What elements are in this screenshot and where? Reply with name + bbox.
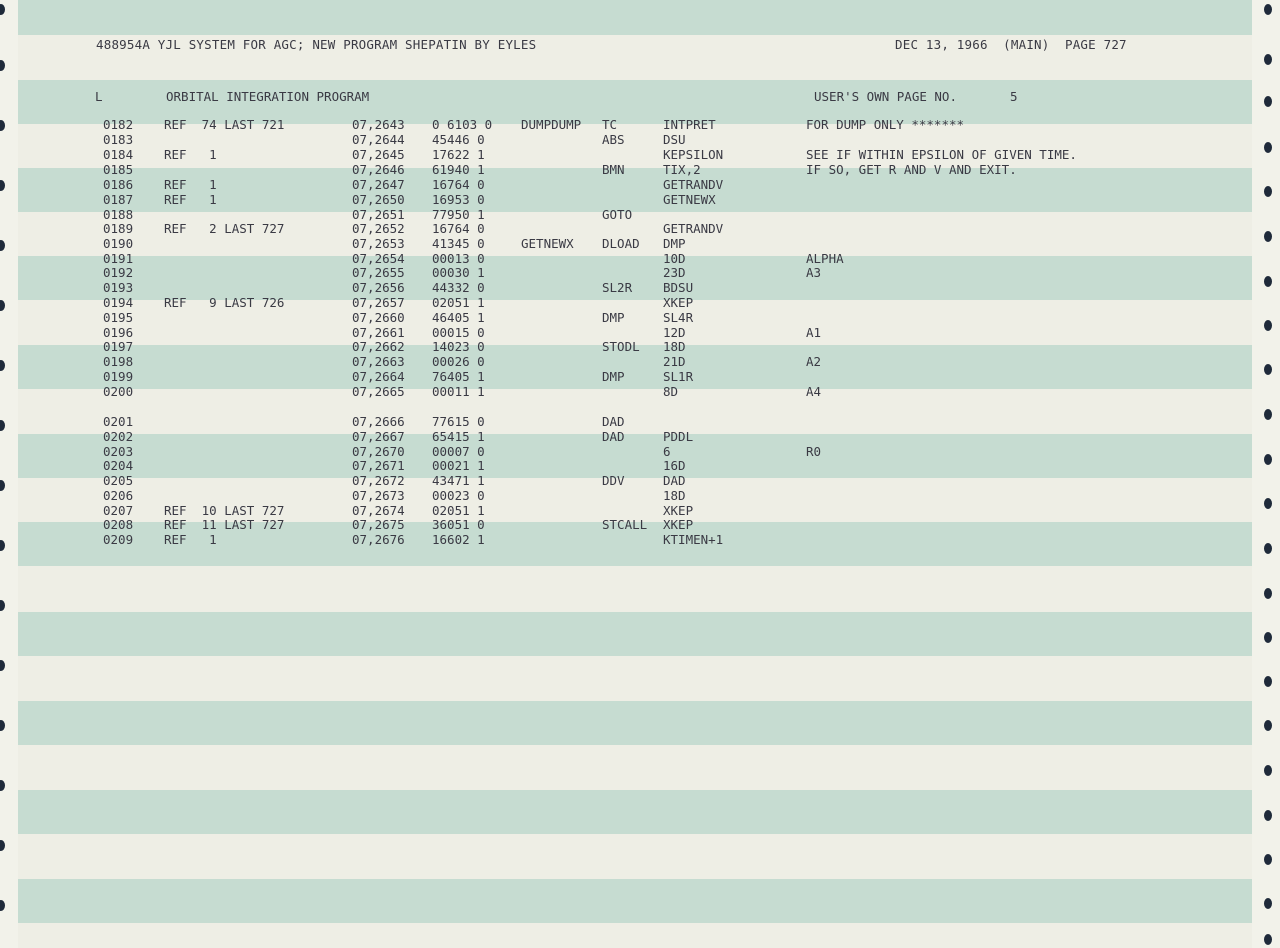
line-number: 0197 bbox=[103, 339, 134, 354]
opcode: TC bbox=[602, 117, 618, 132]
address: 07,2670 bbox=[352, 444, 405, 459]
listing-row bbox=[0, 326, 1280, 340]
address: 07,2654 bbox=[352, 251, 405, 266]
line-number: 0194 bbox=[103, 295, 134, 310]
opcode: ABS bbox=[602, 132, 625, 147]
line-number: 0190 bbox=[103, 236, 134, 251]
octal-code: 17622 1 bbox=[432, 147, 485, 162]
operand: 8D bbox=[663, 384, 679, 399]
comment: FOR DUMP ONLY ******* bbox=[806, 117, 965, 132]
comment: ALPHA bbox=[806, 251, 844, 266]
line-number: 0189 bbox=[103, 221, 134, 236]
operand: KEPSILON bbox=[663, 147, 724, 162]
address: 07,2676 bbox=[352, 532, 405, 547]
listing-row bbox=[0, 163, 1280, 177]
octal-code: 36051 0 bbox=[432, 517, 485, 532]
tractor-hole-icon bbox=[1264, 4, 1272, 15]
listing-row bbox=[0, 370, 1280, 384]
octal-code: 00015 0 bbox=[432, 325, 485, 340]
tractor-hole-icon bbox=[0, 660, 5, 671]
operand: KTIMEN+1 bbox=[663, 532, 724, 547]
address: 07,2650 bbox=[352, 192, 405, 207]
operand: BDSU bbox=[663, 280, 694, 295]
ref-field: REF 10 LAST 727 bbox=[164, 503, 285, 518]
listing-row bbox=[0, 281, 1280, 295]
listing-row bbox=[0, 533, 1280, 547]
address: 07,2644 bbox=[352, 132, 405, 147]
green-band bbox=[18, 0, 1252, 35]
octal-code: 00013 0 bbox=[432, 251, 485, 266]
operand: TIX,2 bbox=[663, 162, 701, 177]
comment: SEE IF WITHIN EPSILON OF GIVEN TIME. bbox=[806, 147, 1077, 162]
tractor-hole-icon bbox=[0, 600, 5, 611]
line-number: 0195 bbox=[103, 310, 134, 325]
tractor-hole-icon bbox=[1264, 54, 1272, 65]
tractor-hole-icon bbox=[1264, 588, 1272, 599]
comment: A3 bbox=[806, 265, 822, 280]
address: 07,2655 bbox=[352, 265, 405, 280]
octal-code: 14023 0 bbox=[432, 339, 485, 354]
tractor-hole-icon bbox=[0, 720, 5, 731]
tractor-hole-icon bbox=[1264, 96, 1272, 107]
operand: SL1R bbox=[663, 369, 694, 384]
address: 07,2666 bbox=[352, 414, 405, 429]
octal-code: 65415 1 bbox=[432, 429, 485, 444]
line-number: 0182 bbox=[103, 117, 134, 132]
line-number: 0206 bbox=[103, 488, 134, 503]
listing-row bbox=[0, 266, 1280, 280]
green-band bbox=[18, 790, 1252, 834]
line-number: 0209 bbox=[103, 532, 134, 547]
header-right: DEC 13, 1966 (MAIN) PAGE 727 bbox=[895, 37, 1127, 52]
address: 07,2667 bbox=[352, 429, 405, 444]
octal-code: 77950 1 bbox=[432, 207, 485, 222]
octal-code: 0 6103 0 bbox=[432, 117, 493, 132]
listing-row bbox=[0, 118, 1280, 132]
listing-row bbox=[0, 415, 1280, 429]
listing-row bbox=[0, 148, 1280, 162]
comment: A2 bbox=[806, 354, 822, 369]
operand: 18D bbox=[663, 339, 686, 354]
address: 07,2652 bbox=[352, 221, 405, 236]
line-number: 0186 bbox=[103, 177, 134, 192]
line-number: 0205 bbox=[103, 473, 134, 488]
opcode: DDV bbox=[602, 473, 625, 488]
operand: 18D bbox=[663, 488, 686, 503]
tractor-hole-icon bbox=[1264, 810, 1272, 821]
listing-row bbox=[0, 340, 1280, 354]
address: 07,2665 bbox=[352, 384, 405, 399]
tractor-hole-icon bbox=[1264, 934, 1272, 945]
opcode: BMN bbox=[602, 162, 625, 177]
octal-code: 00026 0 bbox=[432, 354, 485, 369]
ref-field: REF 74 LAST 721 bbox=[164, 117, 285, 132]
comment: A1 bbox=[806, 325, 822, 340]
symbol-label: GETNEWX bbox=[521, 236, 574, 251]
comment: IF SO, GET R AND V AND EXIT. bbox=[806, 162, 1017, 177]
octal-code: 00021 1 bbox=[432, 458, 485, 473]
octal-code: 45446 0 bbox=[432, 132, 485, 147]
tractor-hole-icon bbox=[1264, 632, 1272, 643]
octal-code: 76405 1 bbox=[432, 369, 485, 384]
listing-row bbox=[0, 208, 1280, 222]
line-number: 0184 bbox=[103, 147, 134, 162]
address: 07,2673 bbox=[352, 488, 405, 503]
ref-field: REF 1 bbox=[164, 532, 217, 547]
line-number: 0183 bbox=[103, 132, 134, 147]
listing-row bbox=[0, 296, 1280, 310]
line-number: 0187 bbox=[103, 192, 134, 207]
line-number: 0196 bbox=[103, 325, 134, 340]
line-number: 0207 bbox=[103, 503, 134, 518]
address: 07,2651 bbox=[352, 207, 405, 222]
listing-row bbox=[0, 222, 1280, 236]
line-number: 0191 bbox=[103, 251, 134, 266]
octal-code: 00023 0 bbox=[432, 488, 485, 503]
line-number: 0193 bbox=[103, 280, 134, 295]
operand: SL4R bbox=[663, 310, 694, 325]
octal-code: 16602 1 bbox=[432, 532, 485, 547]
address: 07,2647 bbox=[352, 177, 405, 192]
octal-code: 16764 0 bbox=[432, 177, 485, 192]
line-number: 0188 bbox=[103, 207, 134, 222]
octal-code: 46405 1 bbox=[432, 310, 485, 325]
line-number: 0200 bbox=[103, 384, 134, 399]
operand: XKEP bbox=[663, 503, 694, 518]
listing-row bbox=[0, 489, 1280, 503]
address: 07,2675 bbox=[352, 517, 405, 532]
header-left: 488954A YJL SYSTEM FOR AGC; NEW PROGRAM SHEPATIN BY EYLES bbox=[96, 37, 537, 52]
octal-code: 00011 1 bbox=[432, 384, 485, 399]
operand: DSU bbox=[663, 132, 686, 147]
octal-code: 02051 1 bbox=[432, 295, 485, 310]
line-number: 0199 bbox=[103, 369, 134, 384]
line-number: 0185 bbox=[103, 162, 134, 177]
address: 07,2662 bbox=[352, 339, 405, 354]
line-number: 0204 bbox=[103, 458, 134, 473]
octal-code: 44332 0 bbox=[432, 280, 485, 295]
listing-row bbox=[0, 459, 1280, 473]
address: 07,2674 bbox=[352, 503, 405, 518]
opcode: STODL bbox=[602, 339, 640, 354]
listing-row bbox=[0, 518, 1280, 532]
address: 07,2660 bbox=[352, 310, 405, 325]
ref-field: REF 1 bbox=[164, 147, 217, 162]
address: 07,2671 bbox=[352, 458, 405, 473]
octal-code: 43471 1 bbox=[432, 473, 485, 488]
user-page-number: 5 bbox=[1010, 89, 1018, 104]
listing-row bbox=[0, 445, 1280, 459]
line-number: 0208 bbox=[103, 517, 134, 532]
octal-code: 02051 1 bbox=[432, 503, 485, 518]
green-band bbox=[18, 701, 1252, 745]
line-number: 0202 bbox=[103, 429, 134, 444]
ref-field: REF 2 LAST 727 bbox=[164, 221, 285, 236]
opcode: DAD bbox=[602, 429, 625, 444]
ref-field: REF 1 bbox=[164, 177, 217, 192]
tractor-hole-icon bbox=[0, 780, 5, 791]
address: 07,2672 bbox=[352, 473, 405, 488]
line-number: 0201 bbox=[103, 414, 134, 429]
operand: 12D bbox=[663, 325, 686, 340]
operand: DAD bbox=[663, 473, 686, 488]
operand: 21D bbox=[663, 354, 686, 369]
opcode: DLOAD bbox=[602, 236, 640, 251]
operand: 23D bbox=[663, 265, 686, 280]
line-number: 0192 bbox=[103, 265, 134, 280]
user-page-label: USER'S OWN PAGE NO. bbox=[814, 89, 957, 104]
program-title: ORBITAL INTEGRATION PROGRAM bbox=[166, 89, 370, 104]
tractor-hole-icon bbox=[1264, 898, 1272, 909]
listing-row bbox=[0, 504, 1280, 518]
tractor-hole-icon bbox=[0, 900, 5, 911]
operand: GETRANDV bbox=[663, 177, 724, 192]
address: 07,2664 bbox=[352, 369, 405, 384]
operand: 10D bbox=[663, 251, 686, 266]
listing-row bbox=[0, 385, 1280, 399]
opcode: GOTO bbox=[602, 207, 633, 222]
operand: GETRANDV bbox=[663, 221, 724, 236]
tractor-hole-icon bbox=[0, 4, 5, 15]
listing-row bbox=[0, 474, 1280, 488]
listing-row bbox=[0, 355, 1280, 369]
address: 07,2663 bbox=[352, 354, 405, 369]
operand: INTPRET bbox=[663, 117, 716, 132]
symbol-label: DUMPDUMP bbox=[521, 117, 582, 132]
listing-row bbox=[0, 252, 1280, 266]
octal-code: 16764 0 bbox=[432, 221, 485, 236]
address: 07,2661 bbox=[352, 325, 405, 340]
comment: R0 bbox=[806, 444, 822, 459]
operand: 6 bbox=[663, 444, 671, 459]
address: 07,2653 bbox=[352, 236, 405, 251]
octal-code: 41345 0 bbox=[432, 236, 485, 251]
operand: XKEP bbox=[663, 517, 694, 532]
octal-code: 00007 0 bbox=[432, 444, 485, 459]
address: 07,2646 bbox=[352, 162, 405, 177]
ref-field: REF 1 bbox=[164, 192, 217, 207]
address: 07,2643 bbox=[352, 117, 405, 132]
listing-row bbox=[0, 178, 1280, 192]
tractor-hole-icon bbox=[1264, 676, 1272, 687]
listing-row bbox=[0, 133, 1280, 147]
ref-field: REF 9 LAST 726 bbox=[164, 295, 285, 310]
operand: PDDL bbox=[663, 429, 694, 444]
listing-row bbox=[0, 193, 1280, 207]
operand: 16D bbox=[663, 458, 686, 473]
tractor-hole-icon bbox=[0, 60, 5, 71]
green-band bbox=[18, 612, 1252, 656]
tractor-hole-icon bbox=[1264, 720, 1272, 731]
address: 07,2657 bbox=[352, 295, 405, 310]
line-number: 0203 bbox=[103, 444, 134, 459]
octal-code: 77615 0 bbox=[432, 414, 485, 429]
octal-code: 00030 1 bbox=[432, 265, 485, 280]
comment: A4 bbox=[806, 384, 822, 399]
tractor-hole-icon bbox=[1264, 765, 1272, 776]
green-band bbox=[18, 879, 1252, 923]
octal-code: 61940 1 bbox=[432, 162, 485, 177]
operand: GETNEWX bbox=[663, 192, 716, 207]
ref-field: REF 11 LAST 727 bbox=[164, 517, 285, 532]
listing-row bbox=[0, 311, 1280, 325]
address: 07,2645 bbox=[352, 147, 405, 162]
tractor-hole-icon bbox=[0, 840, 5, 851]
octal-code: 16953 0 bbox=[432, 192, 485, 207]
opcode: DAD bbox=[602, 414, 625, 429]
opcode: DMP bbox=[602, 369, 625, 384]
line-number: 0198 bbox=[103, 354, 134, 369]
tractor-hole-icon bbox=[1264, 854, 1272, 865]
listing-row bbox=[0, 237, 1280, 251]
section-marker: L bbox=[95, 89, 103, 104]
address: 07,2656 bbox=[352, 280, 405, 295]
opcode: STCALL bbox=[602, 517, 648, 532]
opcode: SL2R bbox=[602, 280, 633, 295]
operand: XKEP bbox=[663, 295, 694, 310]
operand: DMP bbox=[663, 236, 686, 251]
listing-row bbox=[0, 430, 1280, 444]
opcode: DMP bbox=[602, 310, 625, 325]
